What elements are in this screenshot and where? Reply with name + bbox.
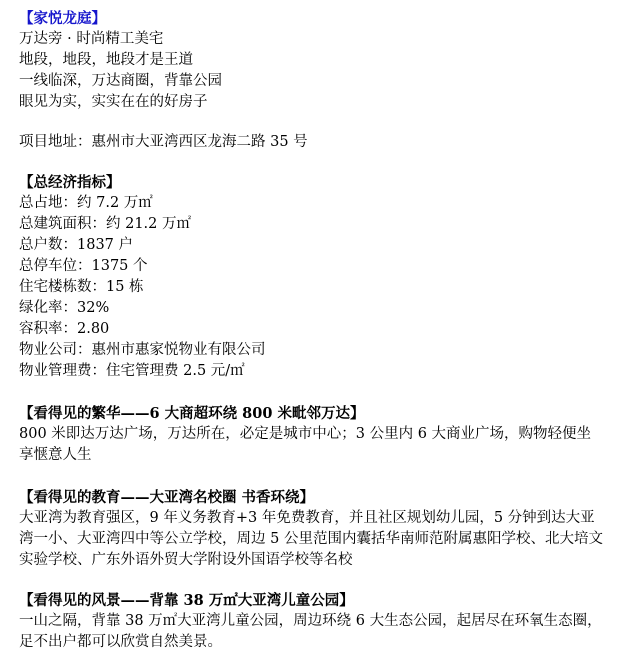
spacer	[19, 153, 619, 172]
economics-item: 住宅楼栋数：15 栋	[19, 279, 144, 295]
economics-heading: 【总经济指标】	[19, 174, 121, 191]
spacer	[19, 382, 619, 403]
intro-line: 地段，地段，地段才是王道	[19, 52, 193, 68]
spacer	[19, 466, 619, 487]
document-body	[19, 8, 619, 653]
project-address: 项目地址：惠州市大亚湾西区龙海二路 35 号	[19, 134, 308, 150]
section-body-commerce: 800 米即达万达广场，万达所在，必定是城市中心；3 公里内 6 大商业广场，购物轻便坐享惬意人生	[19, 426, 592, 463]
intro-line: 眼见为实，实实在在的好房子	[19, 94, 208, 110]
economics-item: 容积率：2.80	[19, 321, 110, 337]
intro-line: 万达旁 · 时尚精工美宅	[19, 31, 164, 47]
spacer	[19, 113, 619, 132]
section-heading-education: 【看得见的教育——大亚湾名校圈 书香环绕】	[19, 489, 315, 506]
economics-item: 总建筑面积：约 21.2 万㎡	[19, 216, 192, 232]
section-body-education: 大亚湾为教育强区，9 年义务教育+3 年免费教育，并且社区规划幼儿园，5 分钟到达大亚湾一小、大亚湾四中等公立学校，周边 5 公里范围内囊括华南师范附属惠阳学校、北大培文实验学校、广东外语外贸大学附设外国语学校等名校	[19, 510, 603, 568]
section-body-scenery: 一山之隔，背靠 38 万㎡大亚湾儿童公园，周边环绕 6 大生态公园，起居尽在环氧生态圈，足不出户都可以欣赏自然美景。	[19, 613, 602, 650]
section-heading-scenery: 【看得见的风景——背靠 38 万㎡大亚湾儿童公园】	[19, 592, 354, 609]
economics-item: 总占地：约 7.2 万㎡	[19, 195, 153, 211]
spacer	[19, 571, 619, 590]
economics-item: 总户数：1837 户	[19, 237, 134, 253]
intro-line: 一线临深，万达商圈，背靠公园	[19, 73, 222, 89]
economics-item: 物业公司：惠州市惠家悦物业有限公司	[19, 342, 266, 358]
project-title: 【家悦龙庭】	[19, 10, 106, 27]
economics-item: 总停车位：1375 个	[19, 258, 148, 274]
economics-item: 绿化率：32%	[19, 300, 110, 316]
economics-item: 物业管理费：住宅管理费 2.5 元/㎡	[19, 363, 245, 379]
section-heading-commerce: 【看得见的繁华——6 大商超环绕 800 米毗邻万达】	[19, 405, 365, 422]
